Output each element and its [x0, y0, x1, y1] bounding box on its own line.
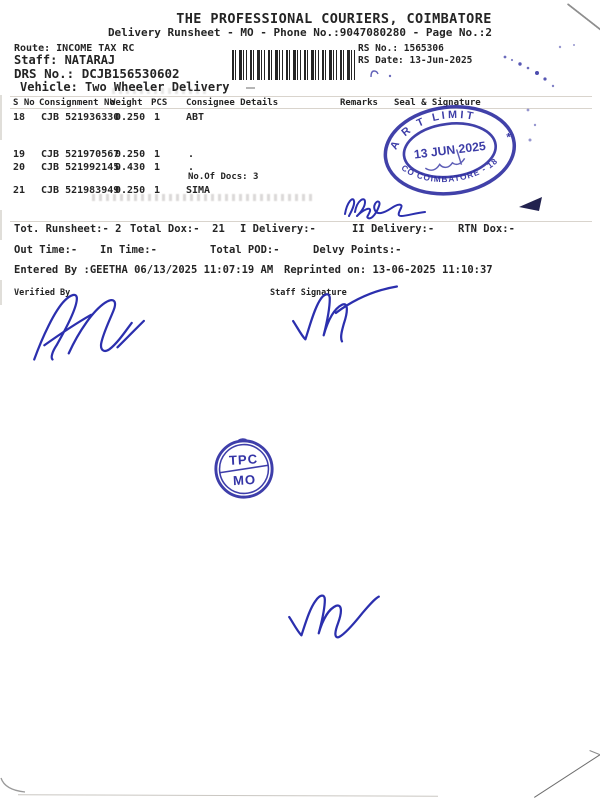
cell-sno: 18: [13, 112, 26, 123]
page-title: THE PROFESSIONAL COURIERS, COIMBATORE: [176, 11, 492, 27]
out-time-field: Out Time:-: [14, 244, 78, 256]
reprinted-on-field: Reprinted on: 13-06-2025 11:10:37: [284, 264, 493, 276]
oval-stamp-date: 13 JUN 2025: [413, 138, 487, 162]
scan-edge-strip: [0, 95, 2, 140]
page-subtitle: Delivery Runsheet - MO - Phone No.:9047080280 - Page No.:2: [107, 26, 493, 39]
vehicle-field: Vehicle: Two Wheeler Delivery: [20, 80, 230, 94]
ink-speckles: [360, 40, 585, 190]
cell-consignee: .: [188, 162, 195, 173]
rs-date-field: RS Date: 13-Jun-2025: [358, 55, 473, 66]
tot-runsheet-field: Tot. Runsheet:- 2: [14, 223, 122, 235]
round-stamp-bottom-text: MO: [232, 471, 257, 489]
col-header-pcs: PCS: [151, 98, 168, 108]
entered-by-field: Entered By :GEETHA 06/13/2025 11:07:19 AM: [14, 264, 274, 276]
scan-edge-strip: [0, 210, 2, 240]
scan-edge-strip: [0, 280, 2, 305]
table-bottom-divider: [10, 221, 592, 222]
oval-stamp-star: *: [505, 130, 512, 145]
cell-weight: 0.250: [115, 112, 146, 123]
total-dox-field: Total Dox:- 21: [130, 223, 225, 235]
col-header-consignee: Consignee Details: [186, 98, 279, 108]
oval-stamp-bottom-text: CO COIMBATORE - 18: [399, 155, 500, 185]
in-time-field: In Time:-: [100, 244, 157, 256]
route-field: Route: INCOME TAX RC: [14, 43, 135, 54]
round-stamp-top-text: TPC: [228, 451, 259, 468]
cell-weight: 0.250: [115, 149, 146, 160]
cell-pcs: 1: [154, 162, 161, 173]
rs-no-field: RS No.: 1565306: [358, 43, 444, 54]
i-delivery-field: I Delivery:-: [240, 223, 316, 235]
scan-smudge: [112, 88, 207, 94]
cell-consignment: CJB 521936330: [41, 112, 120, 123]
scan-artifact-bottom-line: [18, 794, 438, 796]
col-header-weight: Weight: [110, 98, 143, 108]
scan-artifact-bottom-diagonal: [534, 752, 600, 797]
cell-sno: 20: [13, 162, 26, 173]
delvy-points-field: Delvy Points:-: [313, 244, 402, 256]
verified-by-signature: [20, 286, 152, 370]
cell-consignee: ABT: [186, 112, 205, 123]
cell-consignee: SIMA: [186, 185, 211, 196]
cell-sno: 19: [13, 149, 26, 160]
drs-no-field: DRS No.: DCJB156530602: [14, 66, 180, 81]
cell-pcs: 1: [154, 149, 161, 160]
col-header-remarks: Remarks: [340, 98, 378, 108]
staff-field: Staff: NATARAJ: [14, 53, 116, 67]
cell-pcs: 1: [154, 112, 161, 123]
oval-stamp-top-text: A R T LIMIT: [388, 108, 478, 152]
cell-consignee: .: [188, 149, 195, 160]
cell-weight: 0.250: [115, 185, 146, 196]
col-header-seal: Seal & Signature: [394, 98, 481, 108]
recipient-signature: [277, 584, 391, 648]
staff-signature-label: Staff Signature: [270, 288, 347, 298]
scan-artifact-bottom-curl: [0, 768, 30, 798]
scan-smudge: [92, 194, 312, 201]
verified-by-label: Verified By: [14, 288, 71, 298]
cell-consignment: CJB 521992145: [41, 162, 120, 173]
cell-weight: 0.430: [115, 162, 146, 173]
rtn-dox-field: RTN Dox:-: [458, 223, 515, 235]
staff-signature-mark: [283, 282, 403, 352]
total-pod-field: Total POD:-: [210, 244, 280, 256]
col-header-sno: S No: [13, 98, 35, 108]
cell-consignment: CJB 521970567: [41, 149, 120, 160]
consignee-signature: [340, 192, 432, 222]
cell-docs-note: No.Of Docs: 3: [188, 172, 259, 182]
cell-sno: 21: [13, 185, 26, 196]
ink-blot: [518, 196, 548, 214]
drs-barcode: [232, 50, 358, 80]
cell-consignment: CJB 521983949: [41, 185, 120, 196]
col-header-consignment: Consignment No: [39, 98, 115, 108]
cell-pcs: 1: [154, 185, 161, 196]
ii-delivery-field: II Delivery:-: [352, 223, 435, 235]
tpc-mo-round-stamp: [210, 435, 277, 502]
scan-artifact-dash: [246, 87, 255, 89]
